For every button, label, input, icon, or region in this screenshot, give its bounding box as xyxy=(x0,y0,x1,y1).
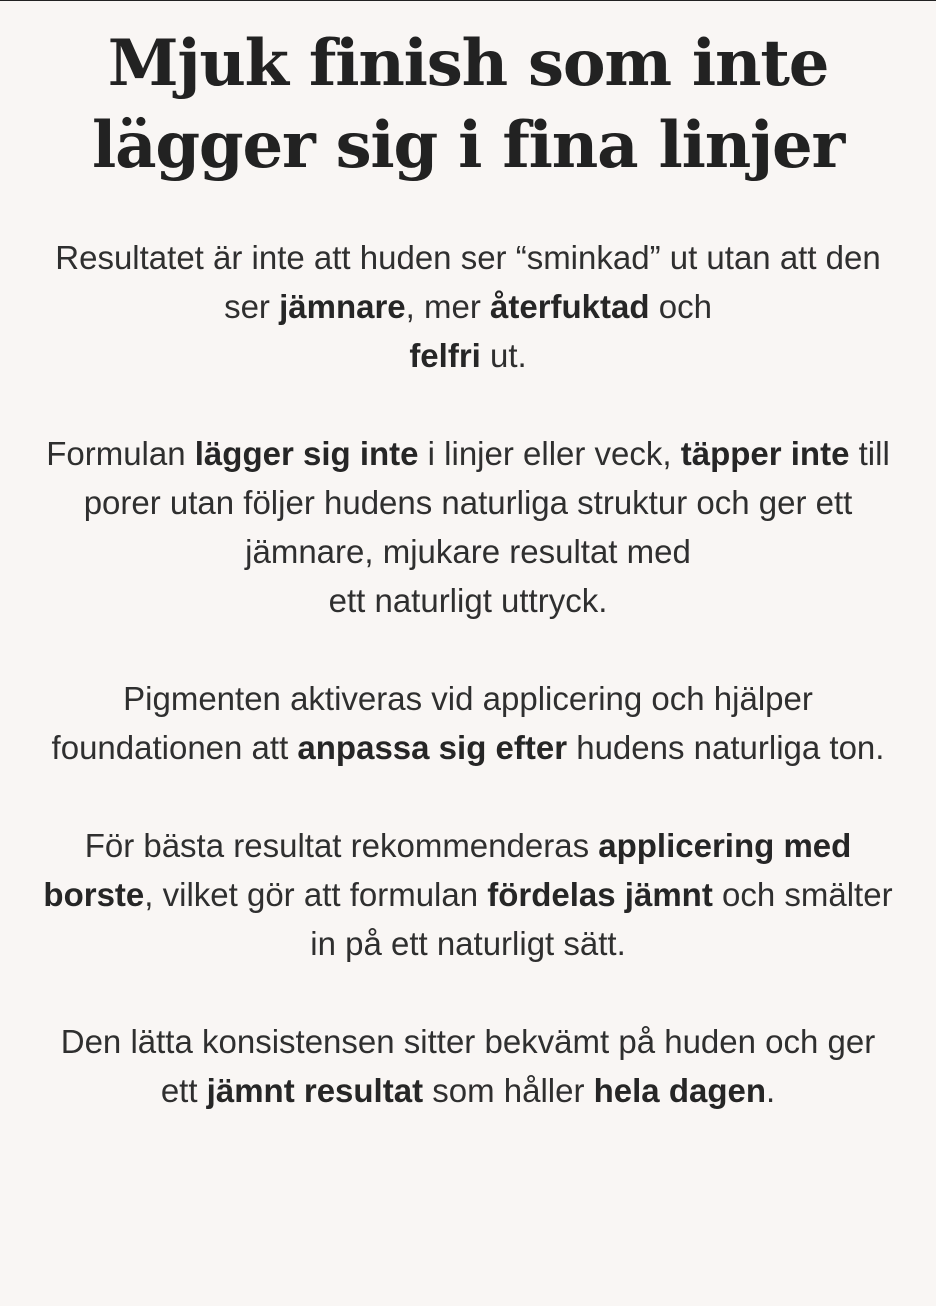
text-segment: som håller xyxy=(423,1072,594,1109)
emphasis-text: applicering med borste xyxy=(43,827,852,913)
paragraph-formula xyxy=(40,429,896,625)
text-segment: och smälter in på ett naturligt sätt. xyxy=(310,876,893,962)
paragraph-result xyxy=(40,233,896,380)
text-segment: Pigmenten aktiveras vid applicering och hjälper foundationen att xyxy=(51,680,813,766)
text-segment: hudens naturliga ton. xyxy=(567,729,885,766)
emphasis-text: jämnt resultat xyxy=(206,1072,424,1109)
text-segment: , mer xyxy=(405,288,490,325)
text-segment: och xyxy=(649,288,712,325)
text-segment: Formulan xyxy=(46,435,195,472)
text-segment: , vilket gör att formulan xyxy=(144,876,488,913)
emphasis-text: återfuktad xyxy=(490,288,650,325)
body-copy xyxy=(40,233,896,1115)
emphasis-text: täpper inte xyxy=(680,435,850,472)
text-segment: Resultatet är inte att huden ser “sminkad” ut utan att den ser xyxy=(55,239,881,325)
emphasis-text: hela dagen xyxy=(593,1072,767,1109)
text-segment: . xyxy=(766,1072,776,1109)
text-segment: För bästa resultat rekommenderas xyxy=(84,827,599,864)
emphasis-text: anpassa sig efter xyxy=(297,729,568,766)
heading-line-1: Mjuk finish som inte xyxy=(107,26,829,101)
product-description-section xyxy=(0,1,936,1115)
text-segment: Den lätta konsistensen sitter bekvämt på huden och ger ett xyxy=(60,1023,876,1109)
paragraph-application xyxy=(40,821,896,968)
text-segment: till porer utan följer hudens naturliga struktur och ger ett jämnare, mjukare resultat med xyxy=(83,435,890,570)
text-segment: ut. xyxy=(480,337,527,374)
paragraph-consistency xyxy=(40,1017,896,1115)
emphasis-text: felfri xyxy=(409,337,481,374)
heading-line-2: lägger sig i fina linjer xyxy=(91,108,845,183)
emphasis-text: jämnare xyxy=(279,288,406,325)
emphasis-text: lägger sig inte xyxy=(194,435,419,472)
section-heading xyxy=(40,23,896,187)
emphasis-text: fördelas jämnt xyxy=(487,876,713,913)
paragraph-pigments xyxy=(40,674,896,772)
text-segment: ett naturligt uttryck. xyxy=(328,582,608,619)
text-segment: i linjer eller veck, xyxy=(418,435,681,472)
